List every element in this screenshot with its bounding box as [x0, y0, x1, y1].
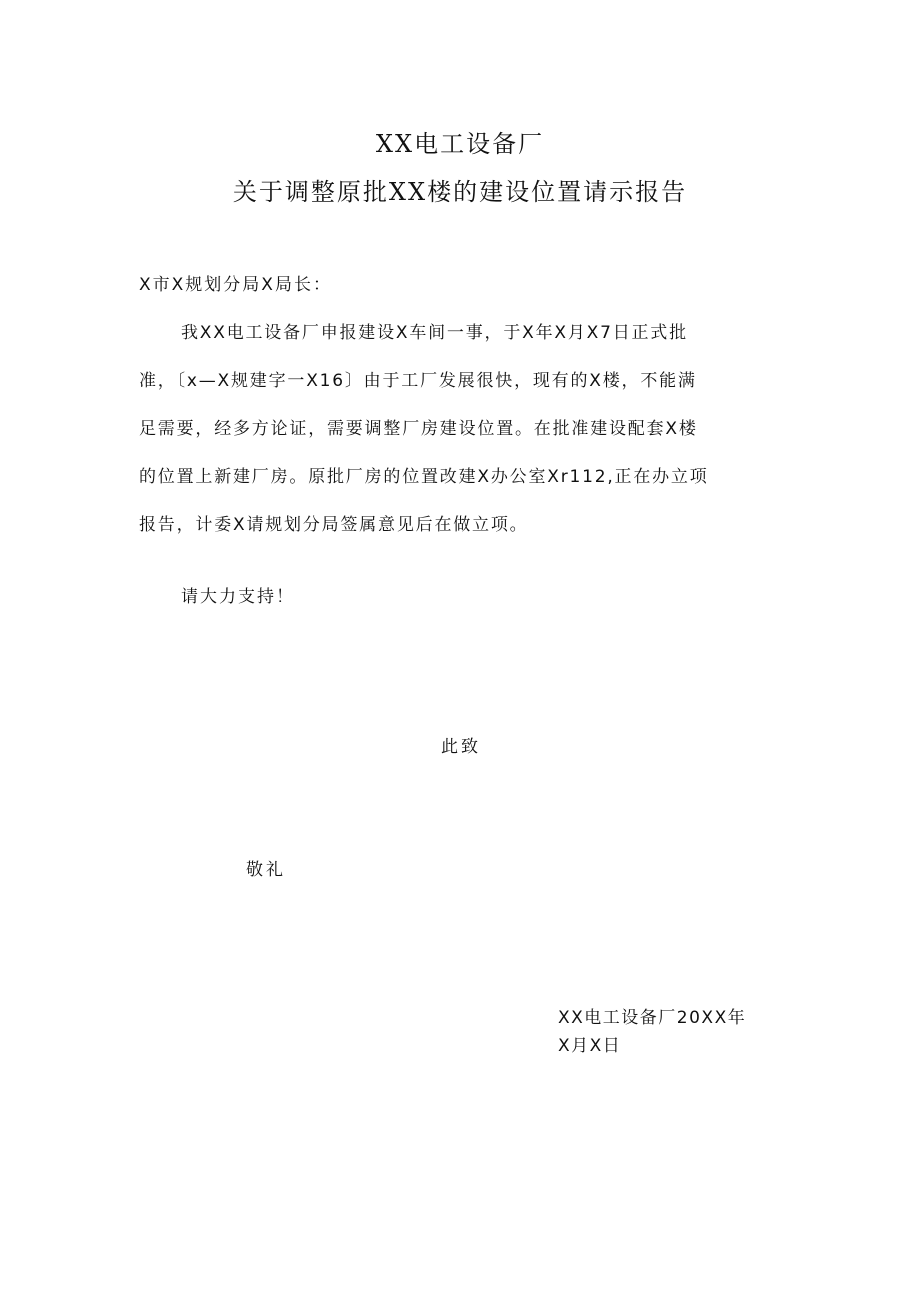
signature-date: X月X日: [558, 1036, 622, 1056]
body-line: 的位置上新建厂房。原批厂房的位置改建X办公室Xr112,正在办立项: [139, 467, 709, 487]
signature-line: XX电工设备厂20XX年: [558, 1008, 747, 1028]
document-subtitle: 关于调整原批XX楼的建设位置请示报告: [232, 178, 688, 206]
regards-phrase: 敬礼: [246, 860, 286, 880]
body-line: 足需要，经多方论证，需要调整厂房建设位置。在批准建设配套X楼: [139, 419, 698, 439]
closing-phrase: 此致: [441, 737, 481, 757]
document-title: XX电工设备厂: [375, 130, 545, 158]
body-line: 我XX电工设备厂申报建设X车间一事，于X年X月X7日正式批: [181, 323, 688, 343]
support-request: 请大力支持！: [181, 587, 295, 607]
salutation: X市X规划分局X局长：: [139, 275, 332, 295]
body-line: 准，〔x—X规建字一X16〕由于工厂发展很快，现有的X楼，不能满: [139, 371, 697, 391]
body-line: 报告，计委X请规划分局签属意见后在做立项。: [139, 515, 529, 535]
